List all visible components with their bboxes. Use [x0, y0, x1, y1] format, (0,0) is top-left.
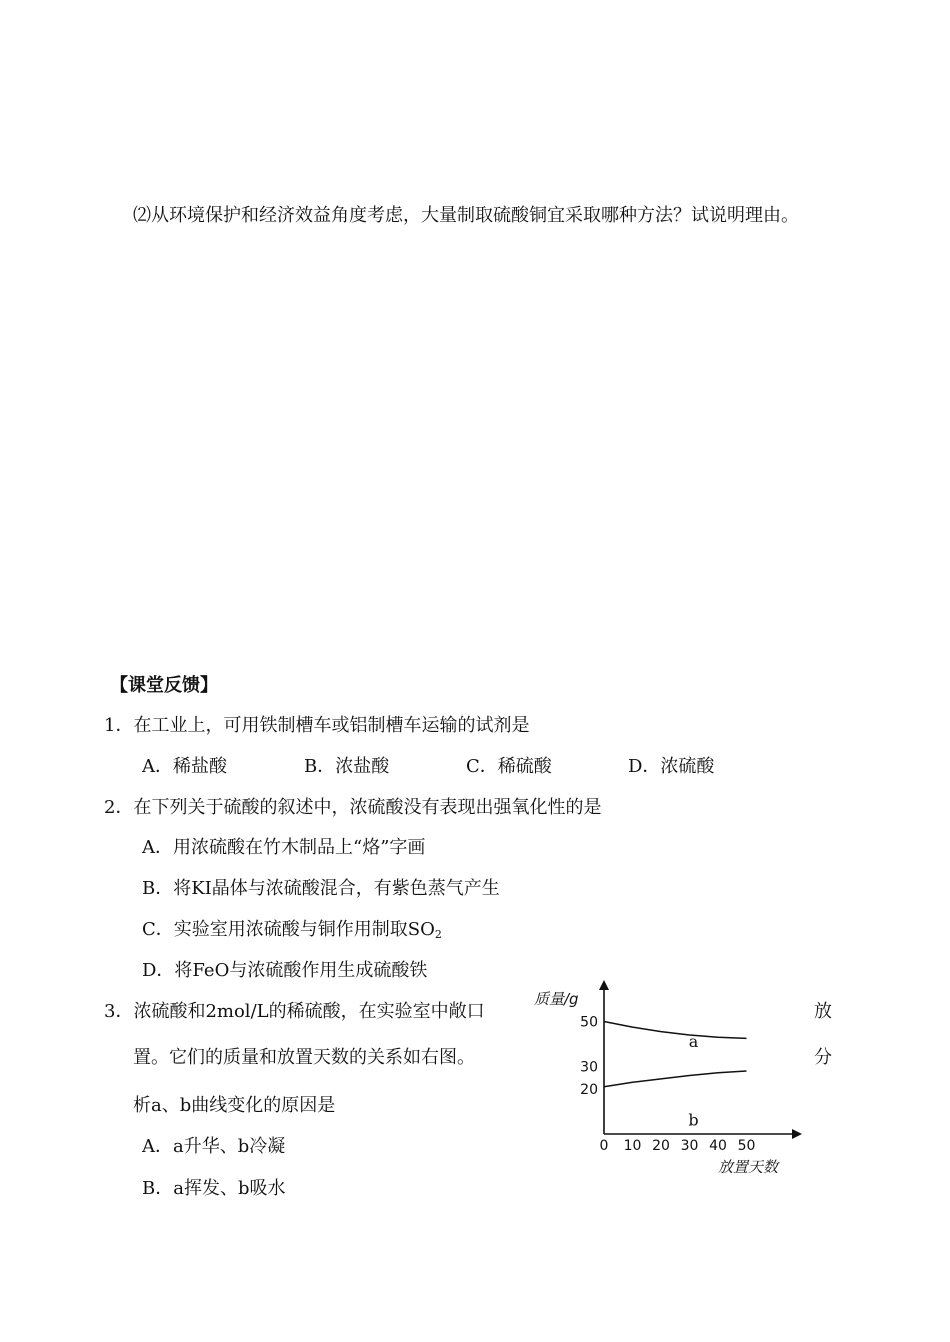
option-b[interactable]: B．将KI晶体与浓硫酸混合，有紫色蒸气产生	[142, 878, 500, 899]
x-tick-label: 0	[599, 1138, 609, 1154]
question-part-2: ⑵从环境保护和经济效益角度考虑，大量制取硫酸铜宜采取哪种方法？试说明理由。	[133, 205, 799, 226]
question-1	[104, 714, 529, 738]
x-tick-label: 30	[680, 1138, 699, 1154]
question-text: 在工业上，可用铁制槽车或铝制槽车运输的试剂是	[133, 715, 530, 736]
option-d[interactable]: D．将FeO与浓硫酸作用生成硫酸铁	[142, 960, 428, 981]
question-text: 浓硫酸和2mol/L的稀硫酸，在实验室中敞口	[133, 1001, 485, 1022]
x-tick-label: 40	[709, 1138, 727, 1154]
x-tick-label: 20	[652, 1138, 670, 1154]
question-number: 3．	[104, 1001, 134, 1022]
option-b[interactable]: B．浓盐酸	[304, 756, 390, 777]
question-3-line-3: 析a、b曲线变化的原因是	[133, 1095, 336, 1116]
x-axis-title: 放置天数	[718, 1158, 779, 1176]
y-tick-label: 20	[580, 1082, 598, 1098]
option-c-text: C．实验室用浓硫酸与铜作用制取SO	[142, 919, 435, 940]
x-axis-arrow	[792, 1129, 802, 1139]
y-axis-arrow	[599, 980, 609, 990]
option-a[interactable]: A．a升华、b冷凝	[142, 1136, 286, 1157]
option-d[interactable]: D．浓硫酸	[628, 756, 715, 777]
section-title: 【课堂反馈】	[110, 675, 218, 696]
x-tick-label: 10	[623, 1138, 642, 1154]
option-b[interactable]: B．a挥发、b吸水	[142, 1178, 286, 1199]
question-3-text-right-2: 分	[814, 1047, 832, 1068]
question-number: 2．	[104, 797, 134, 818]
question-3-line-2: 置。它们的质量和放置天数的关系如右图。	[133, 1047, 475, 1068]
y-axis-title: 质量/g	[534, 990, 579, 1008]
subscript: 2	[434, 928, 442, 941]
option-c[interactable]: C．稀硫酸	[466, 756, 552, 777]
y-tick-label: 50	[580, 1014, 598, 1031]
series-b-line	[604, 1071, 747, 1087]
option-a[interactable]: A．稀盐酸	[142, 756, 227, 777]
x-tick-label: 50	[737, 1138, 756, 1154]
question-text: 在下列关于硫酸的叙述中，浓硫酸没有表现出强氧化性的是	[133, 797, 602, 818]
option-a[interactable]: A．用浓硫酸在竹木制品上“烙”字画	[142, 837, 426, 858]
question-2	[104, 796, 601, 820]
question-number: 1．	[104, 715, 134, 736]
question-1-options	[142, 755, 714, 779]
question-3-text-right-1: 放	[814, 1001, 832, 1022]
option-c[interactable]	[142, 918, 442, 947]
question-3	[104, 1000, 485, 1024]
series-b-label: b	[688, 1110, 699, 1130]
y-tick-label: 30	[580, 1059, 598, 1076]
mass-vs-days-chart	[530, 980, 810, 1180]
series-a-line	[604, 1022, 747, 1039]
series-a-label: a	[688, 1032, 699, 1051]
